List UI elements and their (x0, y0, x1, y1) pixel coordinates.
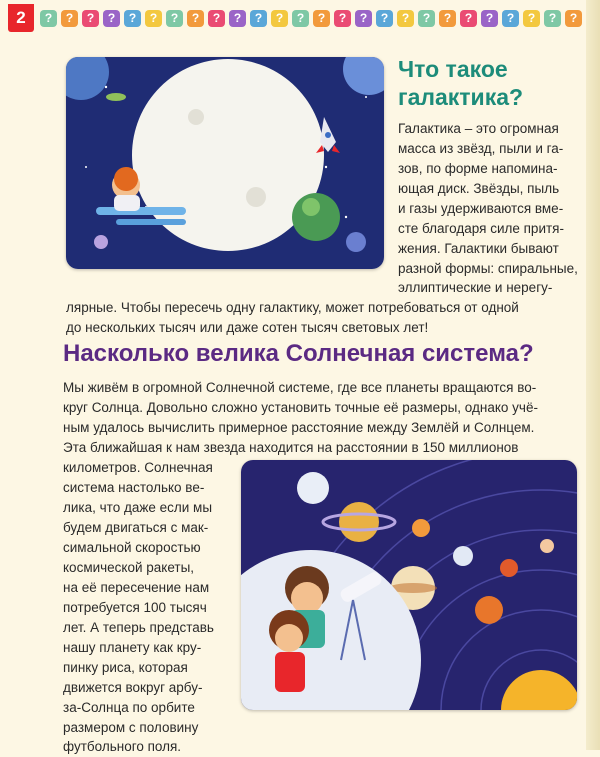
question-icon: ? (40, 10, 57, 27)
question-icon: ? (124, 10, 141, 27)
solar-text-line: Мы живём в огромной Солнечной системе, где все планеты вращаются во- (63, 380, 537, 395)
question-icon: ? (208, 10, 225, 27)
question-icon: ? (61, 10, 78, 27)
question-icon: ? (271, 10, 288, 27)
solar-text-line: потребуется 100 тысяч (63, 600, 207, 615)
galaxy-heading-line: галактика? (398, 84, 524, 110)
question-icon: ? (292, 10, 309, 27)
galaxy-text-line: зов, по форме напомина- (398, 161, 558, 176)
solar-text-line: космической ракеты, (63, 560, 195, 575)
solar-text-line: симальной скоростью (63, 540, 201, 555)
galaxy-heading (398, 55, 578, 111)
question-icon: ? (376, 10, 393, 27)
question-icon: ? (166, 10, 183, 27)
page-number: 2 (8, 4, 34, 32)
galaxy-text-line: до нескольких тысяч или даже сотен тысяч световых лет! (66, 320, 429, 335)
question-icon: ? (187, 10, 204, 27)
galaxy-text-line: ющая диск. Звёзды, пыль (398, 181, 560, 196)
galaxy-text-line: и газы удерживаются вме- (398, 201, 564, 216)
question-icon: ? (103, 10, 120, 27)
solar-text-line: размером с половину (63, 720, 199, 735)
solar-text-line: за-Солнца по орбите (63, 700, 195, 715)
galaxy-text-line: разной формы: спиральные, (398, 261, 578, 276)
question-icon: ? (145, 10, 162, 27)
question-icon: ? (481, 10, 498, 27)
galaxy-illustration (66, 57, 384, 269)
solar-text-line: километров. Солнечная (63, 460, 213, 475)
solar-text-line: пинку риса, которая (63, 660, 188, 675)
solar-text-line: на её пересечение нам (63, 580, 210, 595)
question-icon: ? (313, 10, 330, 27)
question-icon: ? (397, 10, 414, 27)
page-edge (586, 0, 600, 750)
solar-text-line: нашу планету как кру- (63, 640, 202, 655)
question-icon: ? (334, 10, 351, 27)
question-icon: ? (418, 10, 435, 27)
galaxy-text-line: лярные. Чтобы пересечь одну галактику, может потребоваться от одной (66, 300, 519, 315)
solar-text-line: будем двигаться с мак- (63, 520, 209, 535)
question-icon: ? (460, 10, 477, 27)
solar-text-line: Эта ближайшая к нам звезда находится на расстоянии в 150 миллионов (63, 440, 519, 455)
solar-system-heading: Насколько велика Солнечная система? (63, 340, 534, 367)
solar-text-line: ным удалось вычислить примерное расстояние между Землёй и Солнцем. (63, 420, 535, 435)
question-icon: ? (544, 10, 561, 27)
solar-system-illustration (241, 460, 577, 710)
galaxy-text-line: масса из звёзд, пыли и га- (398, 141, 564, 156)
galaxy-heading-line: Что такое (398, 56, 508, 82)
question-icon: ? (250, 10, 267, 27)
question-icon: ? (355, 10, 372, 27)
galaxy-text-line: жения. Галактики бывают (398, 241, 559, 256)
question-icon: ? (565, 10, 582, 27)
question-icon-strip (40, 8, 585, 30)
question-icon: ? (439, 10, 456, 27)
solar-text-line: лика, что даже если мы (63, 500, 213, 515)
galaxy-text-line: Галактика – это огромная (398, 121, 559, 136)
galaxy-text-line: эллиптические и нерегу- (398, 280, 553, 295)
solar-text-line: лет. А теперь представь (63, 620, 214, 635)
solar-text-line: движется вокруг арбу- (63, 680, 203, 695)
solar-text-line: круг Солнца. Довольно сложно установить точные её размеры, однако учё- (63, 400, 538, 415)
question-icon: ? (82, 10, 99, 27)
question-icon: ? (229, 10, 246, 27)
solar-text-line: система настолько ве- (63, 480, 205, 495)
solar-text-line: футбольного поля. (63, 739, 182, 754)
question-icon: ? (523, 10, 540, 27)
question-icon: ? (502, 10, 519, 27)
galaxy-text-line: сте благодаря силе притя- (398, 221, 564, 236)
